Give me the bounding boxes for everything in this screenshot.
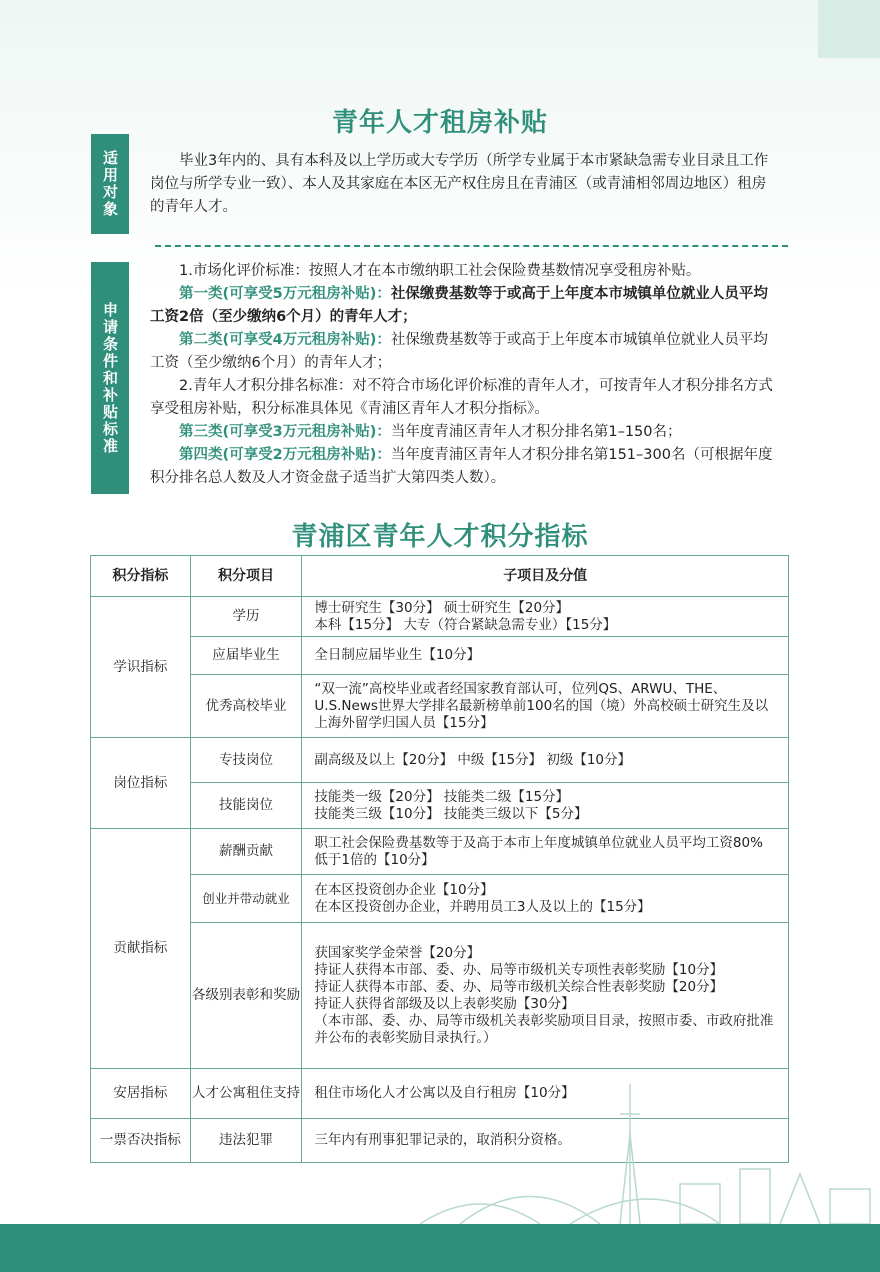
class1-text: 社保缴费基数等于或高于上年度本市城镇单位就业人员平均工资2倍（至少缴纳6个月）的青年人才； — [150, 286, 768, 325]
table-row — [91, 829, 789, 875]
subitems-education — [302, 597, 789, 637]
subitem-line: 博士研究生【30分】 硕士研究生【20分】 — [314, 599, 570, 616]
item-education: 学历 — [190, 597, 302, 637]
subitem-line: 本科【15分】 大专（符合紧缺急需专业）【15分】 — [314, 616, 617, 633]
subitem-line: “双一流”高校毕业或者经国家教育部认可，位列QS、ARWU、THE、U.S.News世界大学排名最新榜单前100名的国（境）外高校硕士研究生及以上海外留学归国人员【15分】 — [314, 680, 769, 731]
conditions-text — [150, 260, 780, 490]
section-tag-eligibility: 适用对象 — [91, 134, 129, 234]
class4-label: 第四类(可享受2万元租房补贴)： — [179, 447, 391, 463]
item-talent-apartment: 人才公寓租住支持 — [190, 1069, 302, 1119]
class2-label: 第二类(可享受4万元租房补贴)： — [179, 332, 391, 348]
subitem-line: 全日制应届毕业生【10分】 — [314, 647, 481, 663]
subitem-line: 获国家奖学金荣誉【20分】 — [314, 944, 481, 961]
subitem-line: 职工社会保险费基数等于及高于本市上年度城镇单位就业人员平均工资80%低于1倍的【10分】 — [314, 834, 763, 868]
group-knowledge: 学识指标 — [91, 597, 191, 738]
subitem-line: 在本区投资创办企业【10分】 — [314, 881, 494, 898]
page-title: 青年人才租房补贴 — [331, 108, 548, 138]
table-row — [91, 783, 789, 829]
subitem-line: 技能类三级【10分】 技能类三级以下【5分】 — [314, 805, 588, 822]
subitems-entrepreneurship — [302, 875, 789, 923]
table-row — [91, 875, 789, 923]
class3-text: 当年度青浦区青年人才积分排名第1–150名； — [390, 424, 682, 440]
subitem-line: 在本区投资创办企业，并聘用员工3人及以上的【15分】 — [314, 898, 651, 915]
class2-row — [150, 329, 780, 375]
market-standard: 1.市场化评价标准：按照人才在本市缴纳职工社会保险费基数情况享受租房补贴。 — [179, 263, 701, 279]
table-header-row — [91, 556, 789, 597]
header-indicator: 积分指标 — [91, 556, 191, 597]
table-row — [91, 738, 789, 783]
dashed-divider — [155, 245, 788, 247]
group-position: 岗位指标 — [91, 738, 191, 829]
table-row — [91, 923, 789, 1069]
subitems-fresh-graduate — [302, 637, 789, 675]
class2-text: 社保缴费基数等于或高于上年度本市城镇单位就业人员平均工资（至少缴纳6个月）的青年人才； — [150, 332, 768, 371]
section-tag-conditions: 申请条件和补贴标准 — [91, 262, 129, 494]
header-item: 积分项目 — [190, 556, 302, 597]
subitem-line: 技能类一级【20分】 技能类二级【15分】 — [314, 788, 570, 805]
group-veto: 一票否决指标 — [91, 1119, 191, 1163]
table-row — [91, 675, 789, 738]
item-skill-post: 技能岗位 — [190, 783, 302, 829]
item-salary-contribution: 薪酬贡献 — [190, 829, 302, 875]
subitem-line: 租住市场化人才公寓以及自行租房【10分】 — [314, 1085, 575, 1101]
subitem-line: （本市部、委、办、局等市级机关表彰奖励项目目录，按照市委、市政府批准并公布的表彰奖励目录执行。） — [314, 1012, 774, 1046]
item-top-university: 优秀高校毕业 — [190, 675, 302, 738]
group-housing: 安居指标 — [91, 1069, 191, 1119]
item-crime: 违法犯罪 — [190, 1119, 302, 1163]
subitems-awards — [302, 923, 789, 1069]
item-entrepreneurship: 创业并带动就业 — [190, 875, 302, 923]
class3-row — [150, 421, 780, 444]
class4-row — [150, 444, 780, 490]
eligibility-paragraph: 毕业3年内的、具有本科及以上学历或大专学历（所学专业属于本市紧缺急需专业目录且工作岗位与所学专业一致）、本人及其家庭在本区无产权住房且在青浦区（或青浦相邻周边地区）租房的青年人才。 — [150, 153, 769, 215]
table-row — [91, 597, 789, 637]
subitem-line: 持证人获得省部级及以上表彰奖励【30分】 — [314, 995, 575, 1012]
class1-row — [150, 283, 780, 329]
subitems-top-university — [302, 675, 789, 738]
header-subitems: 子项目及分值 — [302, 556, 789, 597]
class1-label: 第一类(可享受5万元租房补贴)： — [179, 286, 391, 302]
item-technical-post: 专技岗位 — [190, 738, 302, 783]
group-contribution: 贡献指标 — [91, 829, 191, 1069]
subitems-skill-post — [302, 783, 789, 829]
subitems-salary-contribution — [302, 829, 789, 875]
subitem-line: 副高级及以上【20分】 中级【15分】 初级【10分】 — [314, 751, 632, 768]
item-awards: 各级别表彰和奖励 — [190, 923, 302, 1069]
item-fresh-graduate: 应届毕业生 — [190, 637, 302, 675]
city-skyline-decoration — [420, 1074, 880, 1224]
subitems-technical-post — [302, 738, 789, 783]
table-row — [91, 637, 789, 675]
subitem-line: 持证人获得本市部、委、办、局等市级机关专项性表彰奖励【10分】 — [314, 961, 724, 978]
subitem-line: 持证人获得本市部、委、办、局等市级机关综合性表彰奖励【20分】 — [314, 978, 724, 995]
corner-decoration — [818, 0, 880, 58]
ranking-standard: 2.青年人才积分排名标准：对不符合市场化评价标准的青年人才，可按青年人才积分排名方式享受租房补贴，积分标准具体见《青浦区青年人才积分指标》。 — [150, 378, 773, 417]
table-title: 青浦区青年人才积分指标 — [291, 522, 589, 552]
class3-label: 第三类(可享受3万元租房补贴)： — [179, 424, 391, 440]
class4-text: 当年度青浦区青年人才积分排名第151–300名（可根据年度积分排名总人数及人才资金盘子适当扩大第四类人数）。 — [150, 447, 773, 486]
subitem-line: 三年内有刑事犯罪记录的，取消积分资格。 — [314, 1132, 571, 1148]
bottom-band — [0, 1224, 880, 1272]
eligibility-text — [150, 150, 780, 219]
points-table — [90, 555, 789, 1163]
